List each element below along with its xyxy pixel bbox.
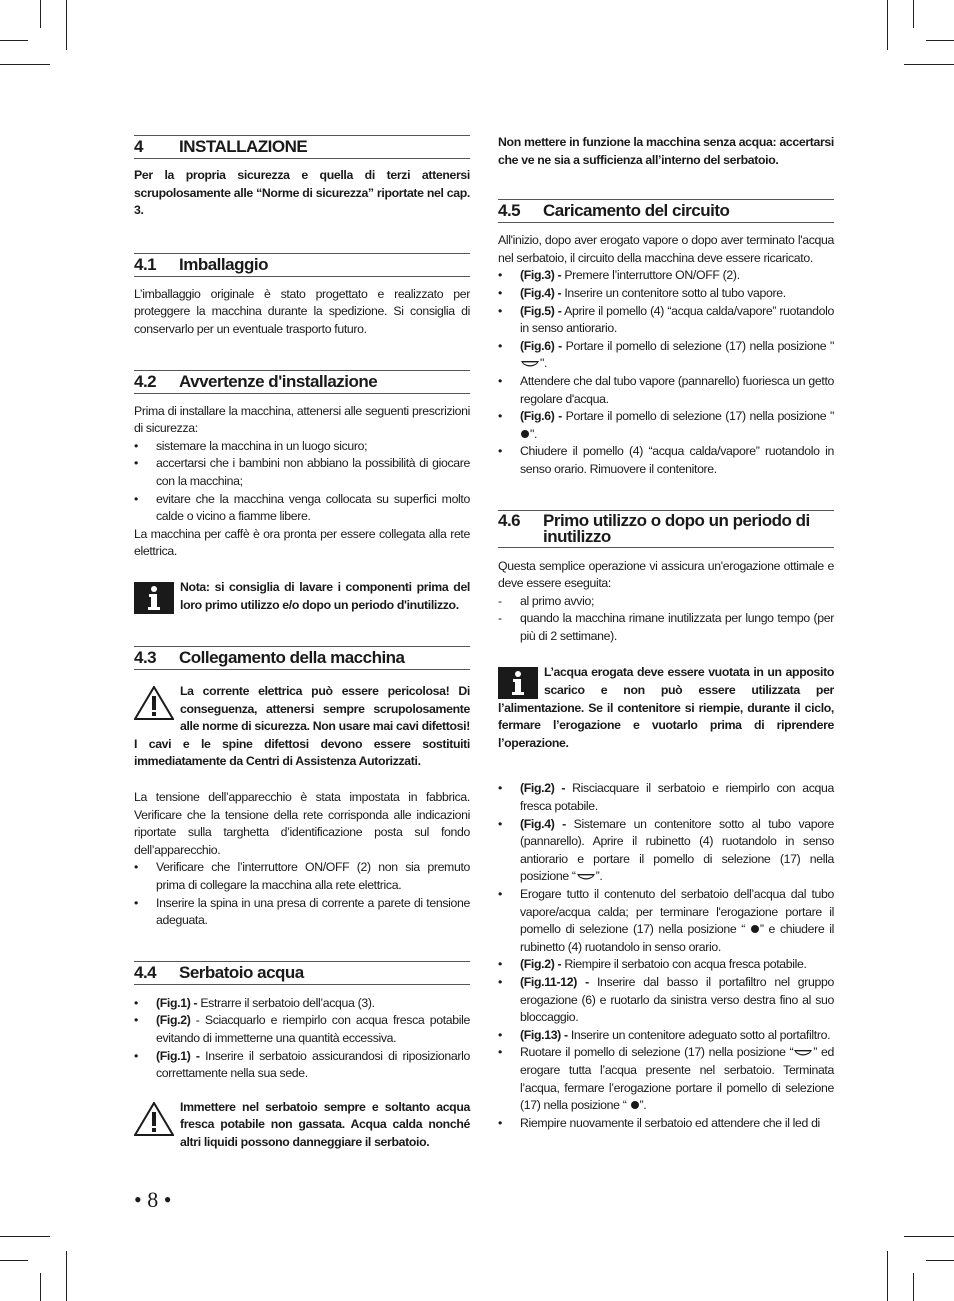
list-item: • Chiudere il pomello (4) “acqua calda/vapore” ruotandolo in senso orario. Rimuovere il contenitore. bbox=[498, 444, 834, 476]
section-heading-4-2: 4.2 Avvertenze d'installazione bbox=[134, 370, 470, 394]
list-item: • (Fig.4) - Inserire un contenitore sotto al tubo vapore. bbox=[498, 285, 786, 300]
circuit-intro: All'inizio, dopo aver erogato vapore o dopo aver terminato l'acqua nel serbatoio, il circuito della macchina deve essere ricaricato. bbox=[498, 233, 834, 265]
crop-mark bbox=[904, 64, 954, 65]
warning-icon bbox=[134, 1102, 174, 1136]
list-item: • (Fig.2) - Sciacquarlo e riempirlo con acqua fresca potabile evitando di immetterne una quantità eccessiva. bbox=[134, 1013, 470, 1045]
list-item: • Verificare che l’interruttore ON/OFF (2) non sia premuto prima di collegare la macchina alla rete elettrica. bbox=[134, 860, 470, 893]
section-heading-4-4: 4.4 Serbatoio acqua bbox=[134, 961, 470, 985]
crop-mark bbox=[887, 1251, 888, 1301]
list-item: • Ruotare il pomello di selezione (17) nella posizione “ ” ed erogare tutta l’acqua presente nel serbatoio. Terminata l’acqua, fermare l’erogazione portare il pomello di selezione (17) nella posizione “ ”. bbox=[498, 1045, 834, 1113]
section-heading-4-1: 4.1 Imballaggio bbox=[134, 253, 470, 277]
list-item: • Erogare tutto il contenuto del serbatoio dell’acqua dal tubo vapore/acqua calda; per terminare l'erogazione portare il pomello di selezione (17) nella posizione “ ” e chiudere il rubinetto (4) ruotandolo in senso orario. bbox=[498, 887, 834, 954]
crop-mark bbox=[913, 1273, 914, 1301]
install-warnings-intro: Prima di installare la macchina, attenersi alle seguenti prescrizioni di sicurezza: bbox=[134, 403, 470, 436]
water-warning: Immettere nel serbatoio sempre e soltanto acqua fresca potabile non gassata. Acqua calda nonché altri liquidi possono danneggiare il serbatoio. bbox=[134, 1099, 470, 1152]
list-item: • (Fig.2) - Riempire il serbatoio con acqua fresca potabile. bbox=[498, 957, 807, 972]
list-item: • evitare che la macchina venga collocata su superfici molto calde o vicino a fiamme libere. bbox=[134, 491, 470, 524]
first-use-conditions bbox=[498, 593, 834, 646]
crop-mark bbox=[66, 0, 67, 50]
crop-mark bbox=[926, 40, 954, 41]
section-heading-4-6: 4.6 Primo utilizzo o dopo un periodo di inutilizzo bbox=[498, 510, 834, 548]
list-item: • (Fig.3) - Premere l’interruttore ON/OFF (2). bbox=[498, 268, 740, 283]
info-icon bbox=[134, 582, 174, 614]
drain-note: L’acqua erogata deve essere vuotata in un apposito scarico e non può essere utilizzata per l’alimentazione. Se il contenitore si riempie, durante il ciclo, fermare l’erogazione e vuotarlo prima di riprendere l’operazione. bbox=[498, 665, 834, 750]
list-item: - quando la macchina rimane inutilizzata per lungo tempo (per più di 2 settimane). bbox=[498, 611, 834, 643]
list-item: • (Fig.5) - Aprire il pomello (4) “acqua calda/vapore” ruotandolo in senso antiorario. bbox=[498, 303, 835, 336]
list-item: • Riempire nuovamente il serbatoio ed attendere che il led di bbox=[498, 1115, 820, 1130]
packaging-text: L’imballaggio originale è stato progettato e realizzato per proteggere la macchina durante la spedizione. Si consiglia di conservarlo per un eventuale trasporto futuro. bbox=[134, 286, 470, 336]
dot-position-icon bbox=[630, 1100, 640, 1110]
list-item: • (Fig.1) - Inserire il serbatoio assicurandosi di riposizionarlo correttamente nella sua sede. bbox=[134, 1048, 471, 1081]
info-icon bbox=[498, 667, 538, 699]
dot-position-icon bbox=[520, 429, 530, 439]
intro-text: Per la propria sicurezza e quella di terzi attenersi scrupolosamente alle “Norme di sicurezza” riportate nel cap. 3. bbox=[134, 168, 470, 218]
cup-position-icon bbox=[520, 359, 540, 369]
list-item: • (Fig.6) - Portare il pomello di selezione (17) nella posizione "". bbox=[498, 338, 835, 371]
list-item: • (Fig.11-12) - Inserire dal basso il portafiltro nel gruppo erogazione (6) e ruotarlo da sinistra verso destra fino al suo bloccaggio. bbox=[498, 974, 835, 1025]
install-warnings-list bbox=[134, 438, 470, 526]
list-item: • accertarsi che i bambini non abbiano la possibilità di giocare con la macchina; bbox=[134, 456, 470, 488]
crop-mark bbox=[913, 0, 914, 28]
list-item: • (Fig.13) - Inserire un contenitore adeguato sotto al portafiltro. bbox=[498, 1027, 831, 1042]
crop-mark bbox=[0, 1236, 50, 1237]
section-heading-4: 4 INSTALLAZIONE bbox=[134, 135, 470, 159]
crop-mark bbox=[0, 40, 28, 41]
crop-mark bbox=[40, 1273, 41, 1301]
list-item: • (Fig.4) - Sistemare un contenitore sotto al tubo vapore (pannarello). Aprire il rubinetto (4) ruotandolo in senso antiorario e portare il pomello di selezione (17) nella posizione “ ”. bbox=[498, 816, 835, 884]
list-item: • sistemare la macchina in un luogo sicuro; bbox=[134, 438, 368, 453]
crop-mark bbox=[904, 1236, 954, 1237]
page-number: • 8 • bbox=[134, 1187, 172, 1212]
voltage-text: La tensione dell’apparecchio è stata impostata in fabbrica. Verificare che la tensione della rete corrisponda alle indicazioni riportate sulla targhetta d’identificazione posta sul fondo dell’apparecchio. bbox=[134, 790, 470, 857]
electrical-warning: La corrente elettrica può essere pericolosa! Di conseguenza, attenersi sempre scrupolosamente alle norme di sicurezza. Non usare mai cavi difettosi! I cavi e le spine difettosi devono essere sostituiti immediatamente da Centri di Assistenza Autorizzati. bbox=[134, 684, 470, 769]
list-item: - al primo avvio; bbox=[498, 593, 595, 608]
no-water-warning: Non mettere in funzione la macchina senza acqua: accertarsi che ve ne sia a sufficienza all’interno del serbatoio. bbox=[498, 135, 834, 167]
ready-text: La macchina per caffè è ora pronta per essere collegata alla rete elettrica. bbox=[134, 526, 470, 559]
list-item: • Attendere che dal tubo vapore (pannarello) fuoriesca un getto regolare d'acqua. bbox=[498, 373, 834, 406]
cup-position-icon bbox=[793, 1048, 813, 1058]
connection-list bbox=[134, 859, 470, 929]
right-column bbox=[498, 134, 834, 1132]
list-item: • (Fig.2) - Risciacquare il serbatoio e riempirlo con acqua fresca potabile. bbox=[498, 781, 835, 814]
list-item: • Inserire la spina in una presa di corrente a parete di tensione adeguata. bbox=[134, 895, 470, 928]
section-heading-4-3: 4.3 Collegamento della macchina bbox=[134, 646, 470, 670]
info-note: Nota: si consiglia di lavare i componenti prima del loro primo utilizzo e/o dopo un periodo d'inutilizzo. bbox=[134, 579, 470, 614]
crop-mark bbox=[0, 1260, 28, 1261]
crop-mark bbox=[0, 64, 50, 65]
crop-mark bbox=[40, 0, 41, 28]
left-column bbox=[134, 134, 470, 1152]
crop-mark bbox=[66, 1251, 67, 1301]
first-use-intro: Questa semplice operazione vi assicura un'erogazione ottimale e deve essere eseguita: bbox=[498, 558, 834, 591]
first-use-steps bbox=[498, 780, 834, 1132]
list-item: • (Fig.1) - Estrarre il serbatoio dell’acqua (3). bbox=[134, 995, 375, 1010]
list-item: • (Fig.6) - Portare il pomello di selezione (17) nella posizione " ". bbox=[498, 409, 835, 441]
crop-mark bbox=[887, 0, 888, 50]
circuit-list bbox=[498, 267, 834, 478]
section-heading-4-5: 4.5 Caricamento del circuito bbox=[498, 199, 834, 223]
cup-position-icon bbox=[576, 872, 596, 882]
water-tank-list bbox=[134, 995, 470, 1083]
warning-icon bbox=[134, 686, 174, 720]
dot-position-icon bbox=[750, 924, 760, 934]
crop-mark bbox=[926, 1260, 954, 1261]
